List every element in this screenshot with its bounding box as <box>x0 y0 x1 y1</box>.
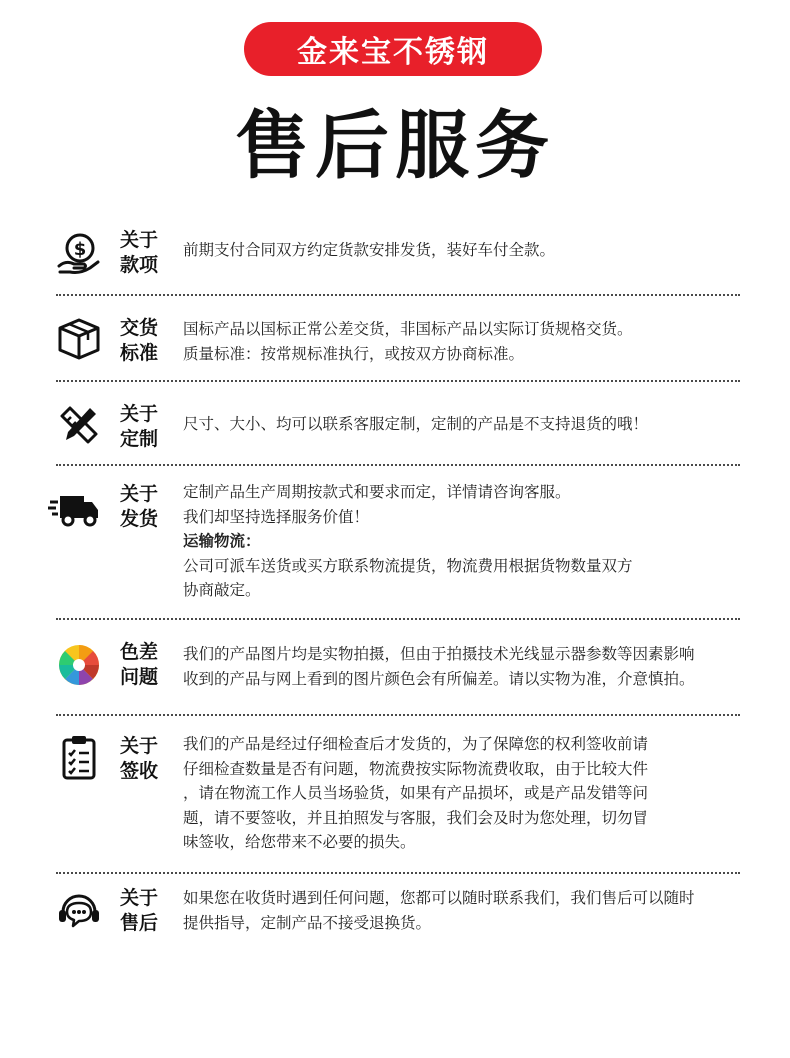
section-text: 我们的产品图片均是实物拍摄，但由于拍摄技术光线显示器参数等因素影响 收到的产品与网上看到的图片颜色会有所偏差。请以实物为准，介意慎拍。 <box>183 645 695 688</box>
page-title: 售后服务 <box>235 103 555 189</box>
section-text: 我们的产品是经过仔细检查后才发货的，为了保障您的权利签收前请 仔细检查数量是否有问题，物流费按实际物流费收取，由于比较大件 ，请在物流工作人员当场验货，如果有产品损坏，或是产品发错等问 题，请不要签收，并且拍照发与客服，我们会及时为您处理，切勿冒 味签收，给您带来不必要的损失。 <box>183 735 649 851</box>
section-label: 关于 售后 <box>120 887 159 934</box>
section-label: 关于 定制 <box>120 403 159 450</box>
section-after-sales <box>56 886 742 942</box>
section-text: 尺寸、大小、均可以联系客服定制，定制的产品是不支持退货的哦！ <box>183 415 649 433</box>
divider <box>56 380 740 382</box>
section-label: 交货 标准 <box>120 317 159 364</box>
section-receipt <box>56 732 742 862</box>
section-shipping <box>56 480 742 604</box>
headset-chat-icon <box>56 890 102 936</box>
money-hand-icon <box>56 230 102 276</box>
section-color-difference <box>56 640 742 696</box>
section-delivery-standard <box>56 314 742 370</box>
divider <box>56 714 740 716</box>
clipboard-icon <box>56 734 102 780</box>
section-customization <box>56 400 742 456</box>
pencil-ruler-icon <box>56 402 102 448</box>
divider <box>56 618 740 620</box>
box-icon <box>56 316 102 362</box>
delivery-truck-icon <box>48 486 100 532</box>
section-text: 前期支付合同双方约定货款安排发货，装好车付全款。 <box>183 241 556 259</box>
divider <box>56 294 740 296</box>
section-label: 关于 款项 <box>120 229 159 276</box>
section-label: 色差 问题 <box>120 641 159 688</box>
svg-text:$: $ <box>73 239 87 260</box>
brand-badge: 金来宝不锈钢 <box>244 22 542 76</box>
color-wheel-icon <box>56 642 102 688</box>
divider <box>56 464 740 466</box>
section-payment <box>56 226 742 286</box>
section-label: 关于 发货 <box>120 483 159 530</box>
section-text: 如果您在收货时遇到任何问题，您都可以随时联系我们，我们售后可以随时 提供指导，定制产品不接受退换货。 <box>183 889 695 932</box>
section-text: 国标产品以国标正常公差交货，非国标产品以实际订货规格交货。 质量标准：按常规标准执行，或按双方协商标准。 <box>183 320 633 363</box>
divider <box>56 872 740 874</box>
section-text: 定制产品生产周期按款式和要求而定，详情请咨询客服。 我们却坚持选择服务价值！ 运输物流： 公司可派车送货或买方联系物流提货，物流费用根据货物数量双方 协商敲定。 <box>183 483 633 599</box>
section-label: 关于 签收 <box>120 735 159 782</box>
